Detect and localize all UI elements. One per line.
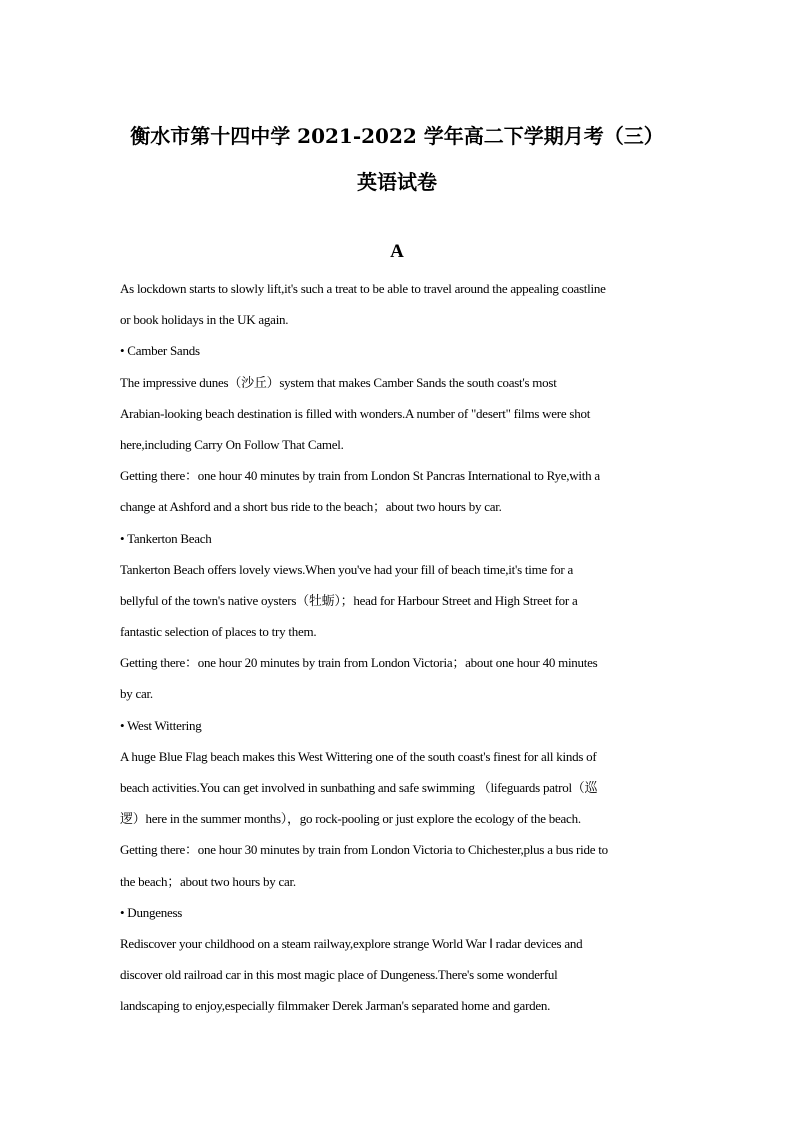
- bullet-west-wittering: • West Wittering: [120, 717, 202, 733]
- passage-line: Arabian-looking beach destination is filled with wonders.A number of "desert" films were shot: [120, 405, 591, 421]
- passage-line: Rediscover your childhood on a steam railway,explore strange World War Ⅰ radar devices and: [120, 935, 583, 951]
- passage-line: the beach；about two hours by car.: [120, 873, 296, 889]
- section-heading: A: [390, 241, 404, 262]
- passage-line: here,including Carry On Follow That Camel.: [120, 436, 344, 452]
- passage-line: change at Ashford and a short bus ride to the beach；about two hours by car.: [120, 499, 502, 515]
- passage-line: fantastic selection of places to try them.: [120, 624, 317, 640]
- document-title: 衡水市第十四中学 2021-2022 学年高二下学期月考（三）: [130, 124, 664, 148]
- passage-line: beach activities.You can get involved in sunbathing and safe swimming （lifeguards patrol（巡: [120, 780, 598, 795]
- passage-line: bellyful of the town's native oysters（牡蛎）；head for Harbour Street and High Street for a: [120, 592, 578, 608]
- passage-line: The impressive dunes（沙丘）system that makes Camber Sands the south coast's most: [120, 374, 557, 390]
- passage-line: Getting there：one hour 30 minutes by train from London Victoria to Chichester,plus a bus ride to: [120, 842, 608, 858]
- passage-line: Tankerton Beach offers lovely views.When you've had your fill of beach time,it's time for a: [120, 561, 573, 577]
- document-subtitle: 英语试卷: [357, 170, 437, 194]
- bullet-camber-sands: • Camber Sands: [120, 343, 200, 359]
- passage-line: 逻）here in the summer months），go rock-pooling or just explore the ecology of the beach.: [120, 811, 581, 827]
- passage-line: A huge Blue Flag beach makes this West Wittering one of the south coast's finest for all kinds of: [120, 748, 597, 764]
- passage-line: Getting there：one hour 20 minutes by train from London Victoria；about one hour 40 minutes: [120, 655, 598, 671]
- passage-body: [120, 278, 680, 1027]
- passage-line: As lockdown starts to slowly lift,it's such a treat to be able to travel around the appealing coastline: [120, 281, 606, 296]
- passage-line: discover old railroad car in this most magic place of Dungeness.There's some wonderful: [120, 967, 558, 983]
- passage-line: or book holidays in the UK again.: [120, 312, 289, 328]
- passage-line: Getting there：one hour 40 minutes by train from London St Pancras International to Rye,with a: [120, 468, 600, 484]
- passage-line: by car.: [120, 686, 153, 702]
- bullet-dungeness: • Dungeness: [120, 904, 183, 920]
- passage-line: landscaping to enjoy,especially filmmaker Derek Jarman's separated home and garden.: [120, 998, 551, 1014]
- bullet-tankerton-beach: • Tankerton Beach: [120, 530, 212, 546]
